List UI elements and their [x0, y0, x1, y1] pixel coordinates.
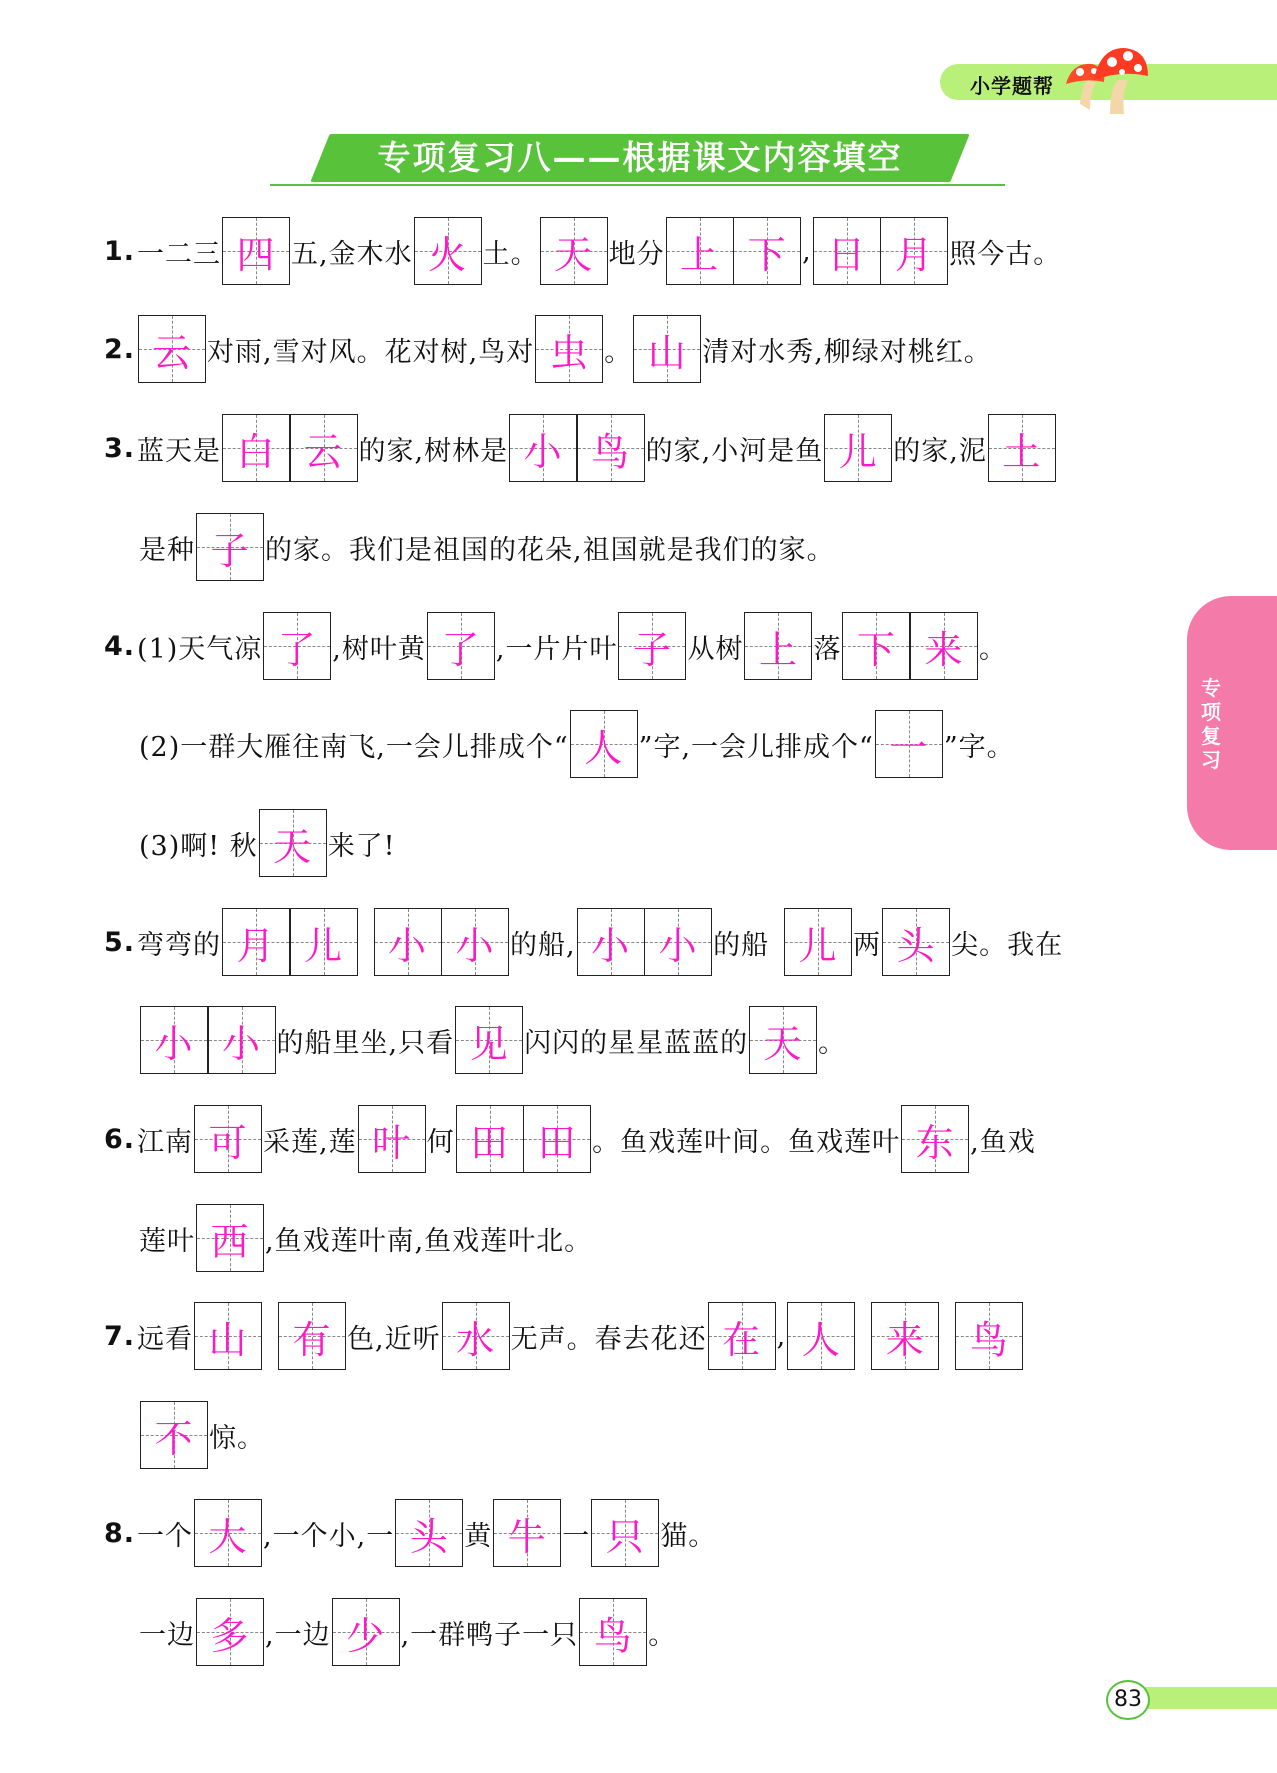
answer: 叶: [372, 1120, 412, 1165]
answer: 小: [154, 1021, 194, 1066]
answer-box[interactable]: [441, 908, 509, 976]
answer-box[interactable]: [140, 1006, 208, 1074]
answer: 头: [409, 1514, 449, 1559]
question-number: 7.: [104, 1320, 136, 1352]
text: (3)啊! 秋: [139, 830, 258, 862]
text: 土。: [482, 238, 539, 270]
text: 。鱼戏莲叶间。鱼戏莲叶: [592, 1126, 901, 1158]
answer-box[interactable]: [290, 414, 358, 482]
answer: 水: [456, 1317, 496, 1362]
answer: 鸟: [593, 1613, 633, 1658]
answer: 山: [647, 330, 687, 375]
answer-box[interactable]: [196, 1204, 264, 1272]
text: ,树叶黄: [332, 633, 426, 665]
answer: 儿: [798, 923, 838, 968]
text: 。: [978, 633, 1007, 665]
answer-box[interactable]: [509, 414, 577, 482]
answer-box[interactable]: [332, 1598, 400, 1666]
text: 。: [648, 1619, 677, 1651]
answer: 少: [346, 1613, 386, 1658]
text: ,一边: [265, 1619, 331, 1651]
answer: 人: [584, 725, 624, 770]
answer-box[interactable]: [633, 315, 701, 383]
text: ,一片片叶: [495, 633, 618, 665]
text: 一: [562, 1520, 591, 1552]
text: 清对水秀,柳绿对桃红。: [702, 336, 992, 368]
text: 两: [853, 929, 882, 961]
question-7-cont: [139, 1399, 265, 1471]
answer: 云: [304, 429, 344, 474]
text: 猫。: [660, 1520, 717, 1552]
answer-box[interactable]: [733, 217, 801, 285]
answer-box[interactable]: [784, 908, 852, 976]
answer-box[interactable]: [263, 612, 331, 680]
answer-box[interactable]: [882, 908, 950, 976]
answer: 天: [273, 824, 313, 869]
answer-box[interactable]: [880, 217, 948, 285]
answer-box[interactable]: [535, 315, 603, 383]
text: 的家,小河是鱼: [645, 435, 824, 467]
answer-box[interactable]: [871, 1302, 939, 1370]
answer: 子: [210, 528, 250, 573]
answer-box[interactable]: [708, 1302, 776, 1370]
text: 尖。我在: [951, 929, 1064, 961]
answer-box[interactable]: [824, 414, 892, 482]
answer-box[interactable]: [455, 1006, 523, 1074]
text: 色,近听: [347, 1323, 441, 1355]
answer-box[interactable]: [591, 1499, 659, 1567]
answer-box[interactable]: [414, 217, 482, 285]
text: (1)天气凉: [137, 633, 263, 665]
answer: 上: [680, 232, 720, 277]
answer: 见: [469, 1021, 509, 1066]
text: 的船,: [510, 929, 576, 961]
text: 五,金木水: [291, 238, 413, 270]
text: 落: [813, 633, 842, 665]
text: 远看: [137, 1323, 194, 1355]
answer: 上: [758, 627, 798, 672]
text: 。: [818, 1027, 847, 1059]
mushroom-icon: [1060, 44, 1150, 116]
answer: 云: [152, 330, 192, 375]
text: 一二三: [137, 238, 222, 270]
answer: 月: [236, 923, 276, 968]
title-banner: [270, 134, 1005, 186]
question-8-cont: [139, 1596, 676, 1668]
answer: 鸟: [969, 1317, 1009, 1362]
text: ,: [776, 1320, 787, 1352]
answer: 人: [801, 1317, 841, 1362]
answer: 月: [894, 232, 934, 277]
answer-box[interactable]: [259, 809, 327, 877]
answer: 只: [605, 1514, 645, 1559]
text: 采莲,莲: [263, 1126, 357, 1158]
text: 的船: [713, 929, 770, 961]
answer: 头: [896, 923, 936, 968]
answer-box[interactable]: [570, 710, 638, 778]
answer-box[interactable]: [910, 612, 978, 680]
answer: 小: [455, 923, 495, 968]
page-number: 83: [1106, 1680, 1150, 1720]
text: 是种: [139, 534, 195, 566]
answer-box[interactable]: [222, 414, 290, 482]
answer-box[interactable]: [540, 217, 608, 285]
answer: 小: [388, 923, 428, 968]
text: ,: [802, 235, 812, 267]
answer: 有: [292, 1317, 332, 1362]
question-5-cont: [139, 1004, 846, 1076]
text: 蓝天是: [137, 435, 222, 467]
answer: 儿: [838, 429, 878, 474]
text: ,鱼戏莲叶南,鱼戏莲叶北。: [265, 1225, 593, 1257]
brand-label: 小学题帮: [970, 74, 1054, 98]
answer: 火: [428, 232, 468, 277]
answer-box[interactable]: [493, 1499, 561, 1567]
text: 的船里坐,只看: [276, 1027, 455, 1059]
answer: 了: [277, 627, 317, 672]
answer-box[interactable]: [427, 612, 495, 680]
answer: 鸟: [591, 429, 631, 474]
text: 的家,泥: [893, 435, 987, 467]
question-6-cont: [139, 1202, 592, 1274]
answer: 田: [537, 1120, 577, 1165]
answer-box[interactable]: [374, 908, 442, 976]
question-4-2: [139, 708, 1015, 780]
question-number: 3.: [104, 432, 136, 464]
answer-box[interactable]: [955, 1302, 1023, 1370]
page-bar: [1130, 1687, 1277, 1709]
answer-box[interactable]: [644, 908, 712, 976]
answer: 小: [523, 429, 563, 474]
answer: 大: [208, 1514, 248, 1559]
answer-box[interactable]: [813, 217, 881, 285]
answer: 来: [885, 1317, 925, 1362]
answer-box[interactable]: [222, 217, 290, 285]
answer: 小: [658, 923, 698, 968]
answer-box[interactable]: [395, 1499, 463, 1567]
question-4: [104, 610, 1007, 682]
answer-box[interactable]: [196, 1598, 264, 1666]
answer: 小: [221, 1021, 261, 1066]
answer-box[interactable]: [749, 1006, 817, 1074]
answer: 土: [1002, 429, 1042, 474]
answer: 可: [208, 1120, 248, 1165]
side-tab-label: 专项复习: [1201, 676, 1221, 772]
answer: 下: [856, 627, 896, 672]
text: 闪闪的星星蓝蓝的: [524, 1027, 749, 1059]
answer: 天: [554, 232, 594, 277]
answer-box[interactable]: [194, 1105, 262, 1173]
text: 对雨,雪对风。花对树,鸟对: [207, 336, 535, 368]
answer-box[interactable]: [278, 1302, 346, 1370]
question-number: 4.: [104, 630, 136, 662]
text: 一个: [137, 1520, 194, 1552]
text: (2)一群大雁往南飞,一会儿排成个“: [139, 731, 569, 763]
answer-box[interactable]: [988, 414, 1056, 482]
answer: 小: [591, 923, 631, 968]
text: ,一个小,一: [263, 1520, 395, 1552]
answer-box[interactable]: [744, 612, 812, 680]
text: 江南: [137, 1126, 194, 1158]
answer-box[interactable]: [196, 513, 264, 581]
answer-box[interactable]: [618, 612, 686, 680]
text: 莲叶: [139, 1225, 195, 1257]
answer-box[interactable]: [222, 908, 290, 976]
answer-box[interactable]: [579, 1598, 647, 1666]
text: 黄: [464, 1520, 493, 1552]
text: 从树: [687, 633, 744, 665]
answer: 四: [236, 232, 276, 277]
question-number: 1.: [104, 235, 136, 267]
text: 无声。春去花还: [510, 1323, 707, 1355]
question-5: [104, 906, 1063, 978]
answer-box[interactable]: [666, 217, 734, 285]
answer: 了: [441, 627, 481, 672]
question-3-cont: [139, 511, 835, 583]
question-number: 5.: [104, 926, 136, 958]
answer: 多: [210, 1613, 250, 1658]
text: 惊。: [209, 1422, 265, 1454]
text: 地分: [608, 238, 665, 270]
answer: 在: [722, 1317, 762, 1362]
answer-box[interactable]: [442, 1302, 510, 1370]
text: 来了!: [327, 830, 396, 862]
answer: 来: [924, 627, 964, 672]
text: 照今古。: [949, 238, 1062, 270]
text: ,鱼戏: [970, 1126, 1036, 1158]
answer: 儿: [304, 923, 344, 968]
question-4-3: [139, 807, 396, 879]
answer: 虫: [549, 330, 589, 375]
answer-box[interactable]: [138, 315, 206, 383]
answer-box[interactable]: [194, 1302, 262, 1370]
answer-box[interactable]: [140, 1401, 208, 1469]
answer-box[interactable]: [358, 1105, 426, 1173]
text: 的家,树林是: [358, 435, 509, 467]
answer: 日: [827, 232, 867, 277]
question-number: 2.: [104, 333, 136, 365]
text: 何: [426, 1126, 455, 1158]
answer-box[interactable]: [456, 1105, 524, 1173]
text: ,一群鸭子一只: [400, 1619, 579, 1651]
text: 弯弯的: [137, 929, 222, 961]
answer: 下: [747, 232, 787, 277]
text: 一边: [139, 1619, 195, 1651]
question-2: [104, 313, 992, 385]
answer-box[interactable]: [875, 710, 943, 778]
text: ”字,一会儿排成个“: [638, 731, 874, 763]
text: 。: [604, 336, 633, 368]
question-8: [104, 1497, 716, 1569]
answer-box[interactable]: [523, 1105, 591, 1173]
answer: 山: [208, 1317, 248, 1362]
page-title: 专项复习八——根据课文内容填空: [377, 138, 903, 177]
answer-box[interactable]: [842, 612, 910, 680]
answer: 天: [763, 1021, 803, 1066]
answer-box[interactable]: [194, 1499, 262, 1567]
answer-box[interactable]: [787, 1302, 855, 1370]
answer: 白: [236, 429, 276, 474]
text: ”字。: [943, 731, 1015, 763]
answer-box[interactable]: [577, 414, 645, 482]
answer: 西: [210, 1219, 250, 1264]
question-number: 8.: [104, 1517, 136, 1549]
answer: 不: [154, 1416, 194, 1461]
answer: 牛: [507, 1514, 547, 1559]
question-3: [104, 412, 1057, 484]
answer-box[interactable]: [290, 908, 358, 976]
question-number: 6.: [104, 1123, 136, 1155]
answer-box[interactable]: [901, 1105, 969, 1173]
answer: 子: [632, 627, 672, 672]
question-6: [104, 1103, 1036, 1175]
question-7: [104, 1300, 1024, 1372]
text: 的家。我们是祖国的花朵,祖国就是我们的家。: [265, 534, 835, 566]
answer: 田: [470, 1120, 510, 1165]
answer-box[interactable]: [208, 1006, 276, 1074]
answer: 一: [889, 725, 929, 770]
answer: 东: [915, 1120, 955, 1165]
question-1: [104, 215, 1061, 287]
answer-box[interactable]: [577, 908, 645, 976]
